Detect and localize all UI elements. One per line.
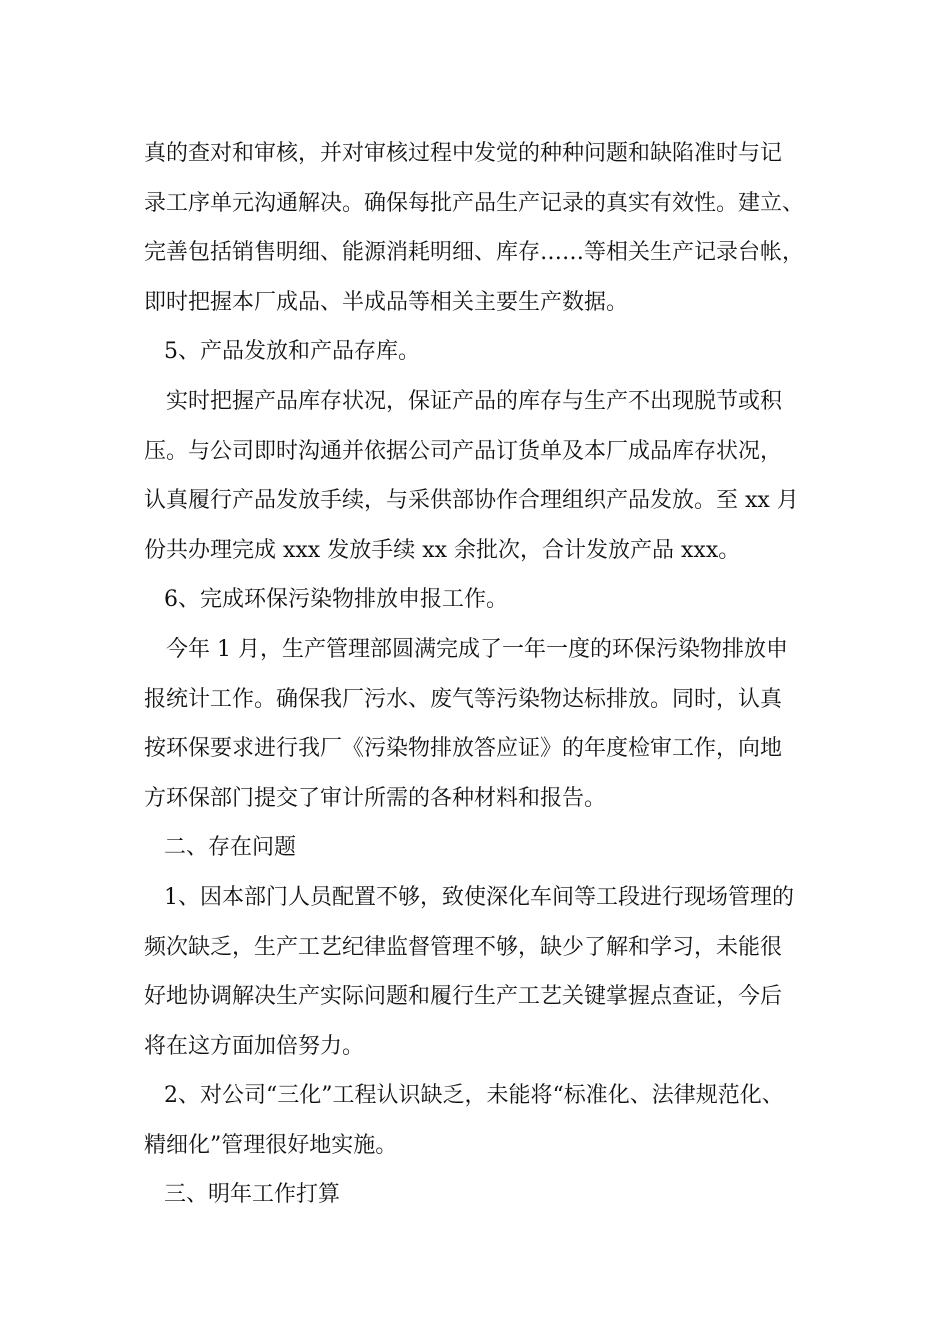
section-heading: 6、完成环保污染物排放申报工作。 (164, 587, 508, 613)
paragraph-line: 录工序单元沟通解决。确保每批产品生产记录的真实有效性。建立、 (144, 190, 805, 216)
paragraph-line: 即时把握本厂成品、半成品等相关主要生产数据。 (144, 289, 629, 315)
section-heading: 二、存在问题 (164, 835, 297, 861)
paragraph-line: 好地协调解决生产实际问题和履行生产工艺关键掌握点查证，今后 (144, 984, 783, 1010)
paragraph-line: 频次缺乏，生产工艺纪律监督管理不够，缺少了解和学习，未能很 (144, 934, 783, 960)
paragraph-line: 认真履行产品发放手续，与采供部协作合理组织产品发放。至 xx 月 (144, 488, 799, 514)
paragraph-line: 2、对公司“三化”工程认识缺乏，未能将“标准化、法律规范化、 (164, 1083, 784, 1109)
paragraph-line: 份共办理完成 xxx 发放手续 xx 余批次，合计发放产品 xxx。 (144, 537, 741, 563)
paragraph-line: 真的查对和审核，并对审核过程中发觉的种种问题和缺陷准时与记 (144, 141, 783, 166)
paragraph-line: 方环保部门提交了审计所需的各种材料和报告。 (144, 785, 607, 811)
paragraph-line: 1、因本部门人员配置不够，致使深化车间等工段进行现场管理的 (164, 884, 794, 910)
paragraph-line: 完善包括销售明细、能源消耗明细、库存……等相关生产记录台帐， (144, 240, 805, 266)
paragraph-line: 按环保要求进行我厂《污染物排放答应证》的年度检审工作，向地 (144, 736, 783, 762)
paragraph-line: 压。与公司即时沟通并依据公司产品订货单及本厂成品库存状况， (144, 438, 783, 464)
paragraph-line: 将在这方面加倍努力。 (144, 1033, 365, 1059)
document-body (144, 132, 834, 1223)
paragraph-line: 精细化”管理很好地实施。 (144, 1132, 398, 1158)
section-heading: 5、产品发放和产品存库。 (164, 339, 420, 365)
paragraph-line: 实时把握产品库存状况，保证产品的库存与生产不出现脱节或积 (166, 388, 783, 414)
section-heading: 三、明年工作打算 (164, 1182, 341, 1208)
paragraph-line: 今年 1 月，生产管理部圆满完成了一年一度的环保污染物排放申 (166, 636, 788, 662)
paragraph-line: 报统计工作。确保我厂污水、废气等污染物达标排放。同时，认真 (144, 686, 783, 712)
